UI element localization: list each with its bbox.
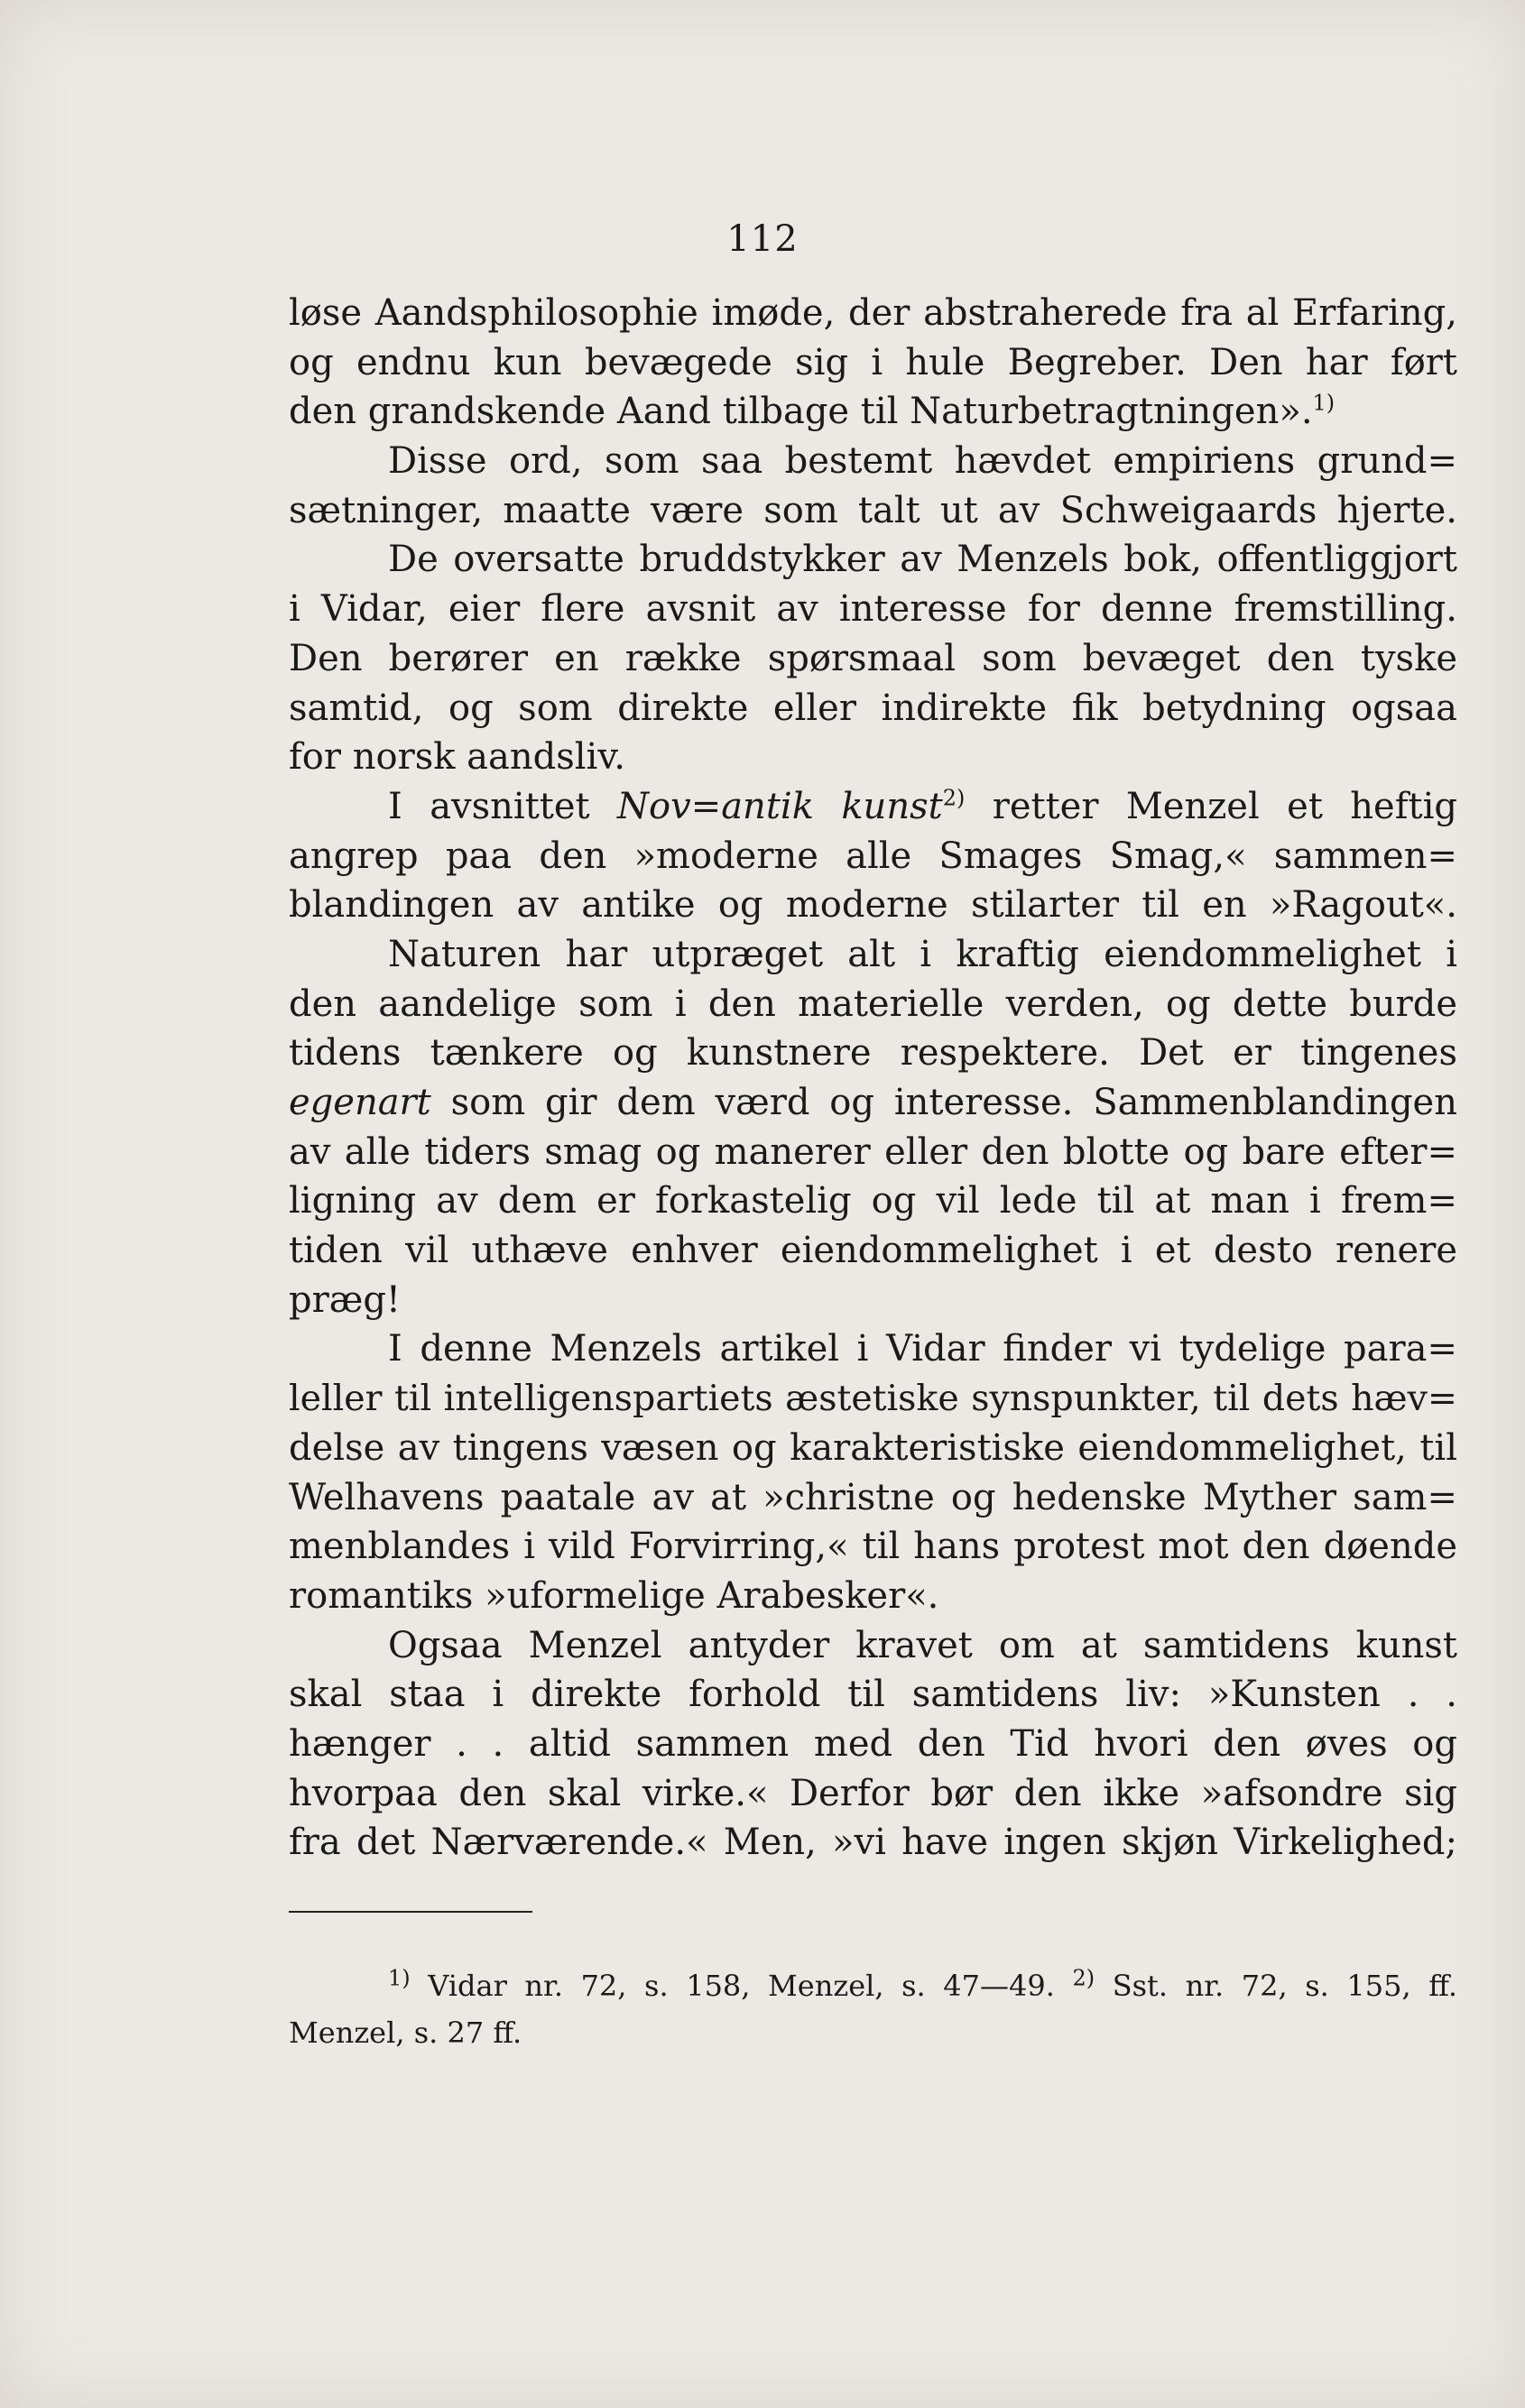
text-line: De oversatte bruddstykker av Menzels bok, offentliggjort	[388, 539, 1457, 581]
text-line: samtid, og som direkte eller indirekte fik betydning ogsaa	[289, 687, 1457, 729]
text-line: Naturen har utpræget alt i kraftig eiendommelighet i	[388, 933, 1457, 975]
text-line: løse Aandsphilosophie imøde, der abstraherede fra al Erfaring,	[289, 292, 1457, 334]
text-line: blandingen av antike og moderne stilarter til en »Ragout«.	[289, 884, 1457, 927]
text-line: tiden vil uthæve enhver eiendommelighet i et desto renere	[289, 1230, 1457, 1272]
text-line: i Vidar, eier flere avsnit av interesse for denne fremstilling.	[289, 588, 1457, 631]
text-line: Ogsaa Menzel antyder kravet om at samtidens kunst	[388, 1624, 1457, 1666]
text-line: den aandelige som i den materielle verden, og dette burde	[289, 983, 1457, 1025]
footnote-marker: 1)	[388, 1965, 411, 1991]
text-line: fra det Nærværende.« Men, »vi have ingen skjøn Virkelighed;	[289, 1822, 1457, 1864]
text-line: skal staa i direkte forhold til samtidens liv: »Kunsten . .	[289, 1674, 1457, 1716]
text-line: egenart som gir dem værd og interesse. Sammenblandingen	[289, 1082, 1457, 1123]
text-line: leller til intelligenspartiets æstetiske synspunkter, til dets hæv=	[289, 1378, 1457, 1420]
text-line: tidens tænkere og kunstnere respektere. Det er tingenes	[289, 1032, 1457, 1075]
text-line: av alle tiders smag og manerer eller den blotte og bare efter=	[289, 1130, 1457, 1173]
text-line: hvorpaa den skal virke.« Derfor bør den ikke »afsondre sig	[289, 1772, 1457, 1814]
text-line: delse av tingens væsen og karakteristiske eiendommelighet, til	[289, 1426, 1457, 1469]
text-line: Den berører en række spørsmaal som bevæget den tyske	[289, 637, 1457, 679]
page-number: 112	[726, 218, 799, 260]
text-line: angrep paa den »moderne alle Smages Smag,« sammen=	[289, 835, 1457, 877]
footnote-marker: 2)	[942, 785, 966, 811]
text-line: menblandes i vild Forvirring,« til hans protest mot den døende	[289, 1526, 1457, 1568]
text-line: sætninger, maatte være som talt ut av Schweigaards hjerte.	[289, 489, 1457, 531]
text-line: den grandskende Aand tilbage til Naturbetragtningen».$^{1)}$	[289, 391, 1336, 433]
footnote-line: $^{1)}$ Vidar nr. 72, s. 158, Menzel, s. 47—49. $^{2)}$ Sst. nr. 72, s. 155, ff.	[388, 1965, 1458, 2003]
text-line: hænger . . altid sammen med den Tid hvori den øves og	[289, 1722, 1457, 1765]
italic-word: egenart	[289, 1082, 431, 1123]
text-line: romantiks »uformelige Arabesker«.	[289, 1574, 939, 1617]
footnote-marker: 1)	[1312, 391, 1336, 417]
text-line: I denne Menzels artikel i Vidar finder vi tydelige para=	[388, 1328, 1457, 1370]
footnote-divider	[289, 1911, 532, 1913]
text-line: ligning av dem er forkastelig og vil lede til at man i frem=	[289, 1180, 1457, 1222]
body-text	[289, 289, 1457, 1868]
text-line: præg!	[289, 1278, 402, 1321]
footnote-line: Menzel, s. 27 ff.	[289, 2016, 522, 2050]
italic-title: Nov=antik kunst	[617, 785, 943, 827]
text-line: for norsk aandsliv.	[289, 736, 625, 779]
footnote-marker: 2)	[1072, 1965, 1095, 1991]
text-line: og endnu kun bevægede sig i hule Begreber. Den har ført	[289, 341, 1457, 383]
text-line: Disse ord, som saa bestemt hævdet empiriens grund=	[388, 440, 1457, 483]
text-line: Welhavens paatale av at »christne og hedenske Myther sam=	[289, 1476, 1457, 1518]
text-line: I avsnittet Nov=antik kunst$^{2)}$ retter Menzel et heftig	[388, 785, 1458, 827]
footnotes	[289, 1962, 1457, 2056]
